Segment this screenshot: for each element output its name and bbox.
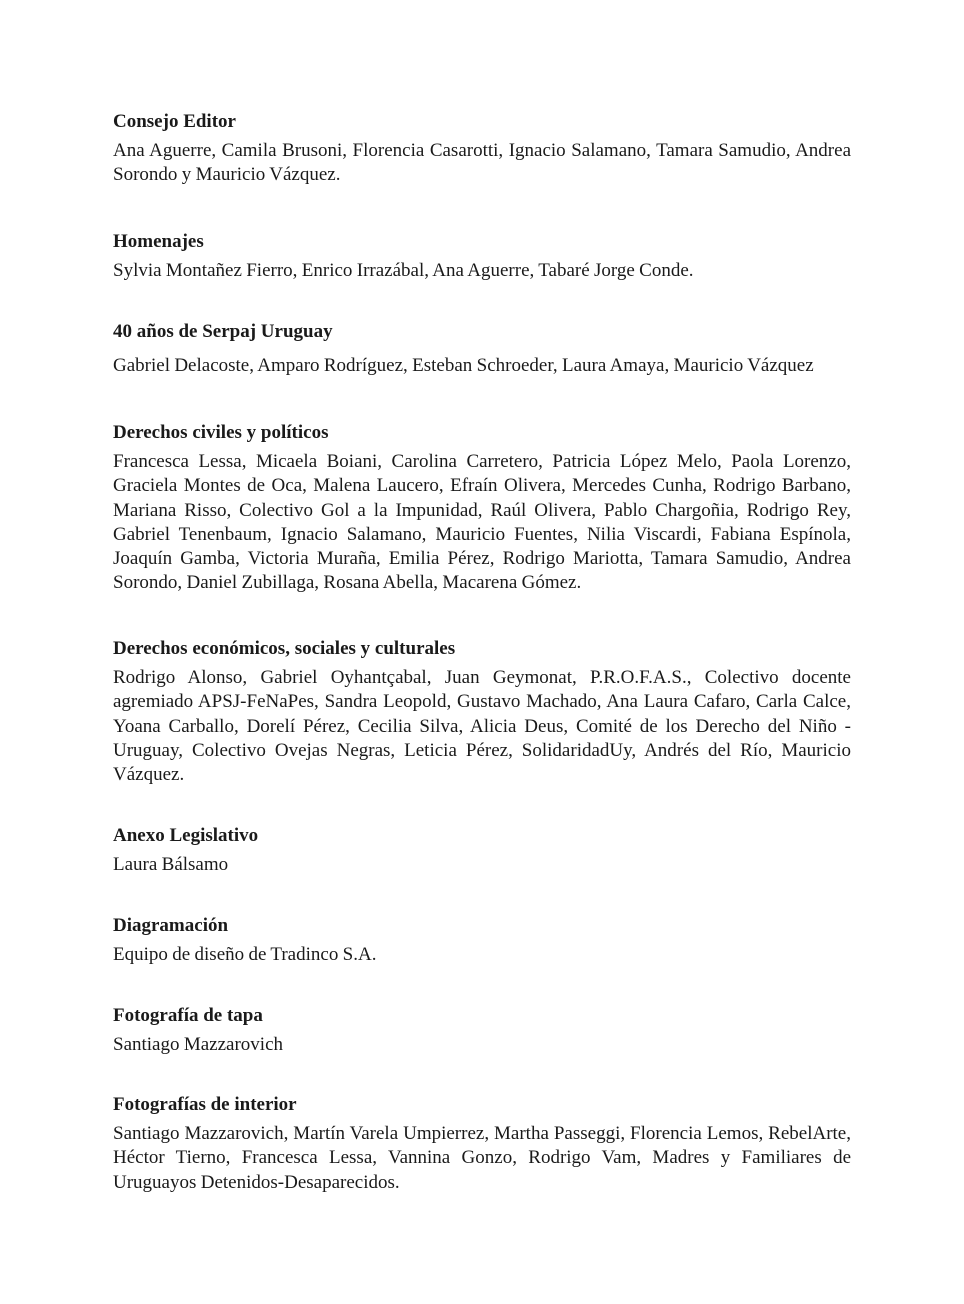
section-40-anos-serpaj (113, 320, 851, 378)
section-text: Ana Aguerre, Camila Brusoni, Florencia Casarotti, Ignacio Salamano, Tamara Samudio, Andrea Sorondo y Mauricio Vázquez. (113, 140, 851, 186)
credits-page (113, 0, 851, 1304)
section-heading: Anexo Legislativo (113, 825, 259, 846)
section-text: Santiago Mazzarovich (113, 1034, 284, 1055)
section-homenajes (113, 230, 851, 283)
section-heading: Homenajes (113, 231, 204, 252)
section-text: Laura Bálsamo (113, 854, 229, 875)
section-fotografias-interior (113, 1093, 851, 1195)
section-text: Sylvia Montañez Fierro, Enrico Irrazábal, Ana Aguerre, Tabaré Jorge Conde. (113, 260, 694, 281)
section-heading: Derechos civiles y políticos (113, 422, 329, 443)
section-heading: Diagramación (113, 915, 229, 936)
section-heading: Derechos económicos, sociales y culturales (113, 638, 456, 659)
section-diagramacion (113, 914, 851, 967)
section-text: Rodrigo Alonso, Gabriel Oyhantçabal, Juan Geymonat, P.R.O.F.A.S., Colectivo docente agremiado APSJ-FeNaPes, Sandra Leopold, Gustavo Machado, Ana Laura Cafaro, Carla Calce, Yoana Carballo, Dorelí Pérez, Cecilia Silva, Alicia Deus, Comité de los Derecho del Niño - Uruguay, Colectivo Ovejas Negras, Leticia Pérez, SolidaridadUy, Andrés del Río, Mauricio Vázquez. (113, 667, 851, 786)
section-consejo-editor (113, 110, 851, 188)
section-text: Gabriel Delacoste, Amparo Rodríguez, Esteban Schroeder, Laura Amaya, Mauricio Vázquez (113, 355, 814, 376)
section-derechos-civiles (113, 421, 851, 596)
section-derechos-economicos (113, 637, 851, 787)
section-heading: 40 años de Serpaj Uruguay (113, 321, 333, 342)
section-anexo-legislativo (113, 824, 851, 877)
section-text: Equipo de diseño de Tradinco S.A. (113, 944, 377, 965)
section-text: Francesca Lessa, Micaela Boiani, Carolina Carretero, Patricia López Melo, Paola Lorenzo, Graciela Montes de Oca, Malena Laucero, Efraín Olivera, Mercedes Cunha, Rodrigo Barbano, Mariana Risso, Colectivo Gol a la Impunidad, Raúl Olivera, Pablo Chargoñia, Rodrigo Rey, Gabriel Tenenbaum, Ignacio Salamano, Mauricio Fuentes, Nilia Viscardi, Fabiana Espínola, Joaquín Gamba, Victoria Muraña, Emilia Pérez, Rodrigo Mariotta, Tamara Samudio, Andrea Sorondo, Daniel Zubillaga, Rosana Abella, Macarena Gómez. (113, 451, 851, 594)
section-heading: Fotografías de interior (113, 1094, 297, 1115)
section-fotografia-tapa (113, 1004, 851, 1057)
section-heading: Consejo Editor (113, 111, 236, 132)
section-heading: Fotografía de tapa (113, 1005, 263, 1026)
section-text: Santiago Mazzarovich, Martín Varela Umpierrez, Martha Passeggi, Florencia Lemos, RebelArte, Héctor Tierno, Francesca Lessa, Vannina Gonzo, Rodrigo Vam, Madres y Familiares de Uruguayos Detenidos-Desaparecidos. (113, 1123, 851, 1193)
